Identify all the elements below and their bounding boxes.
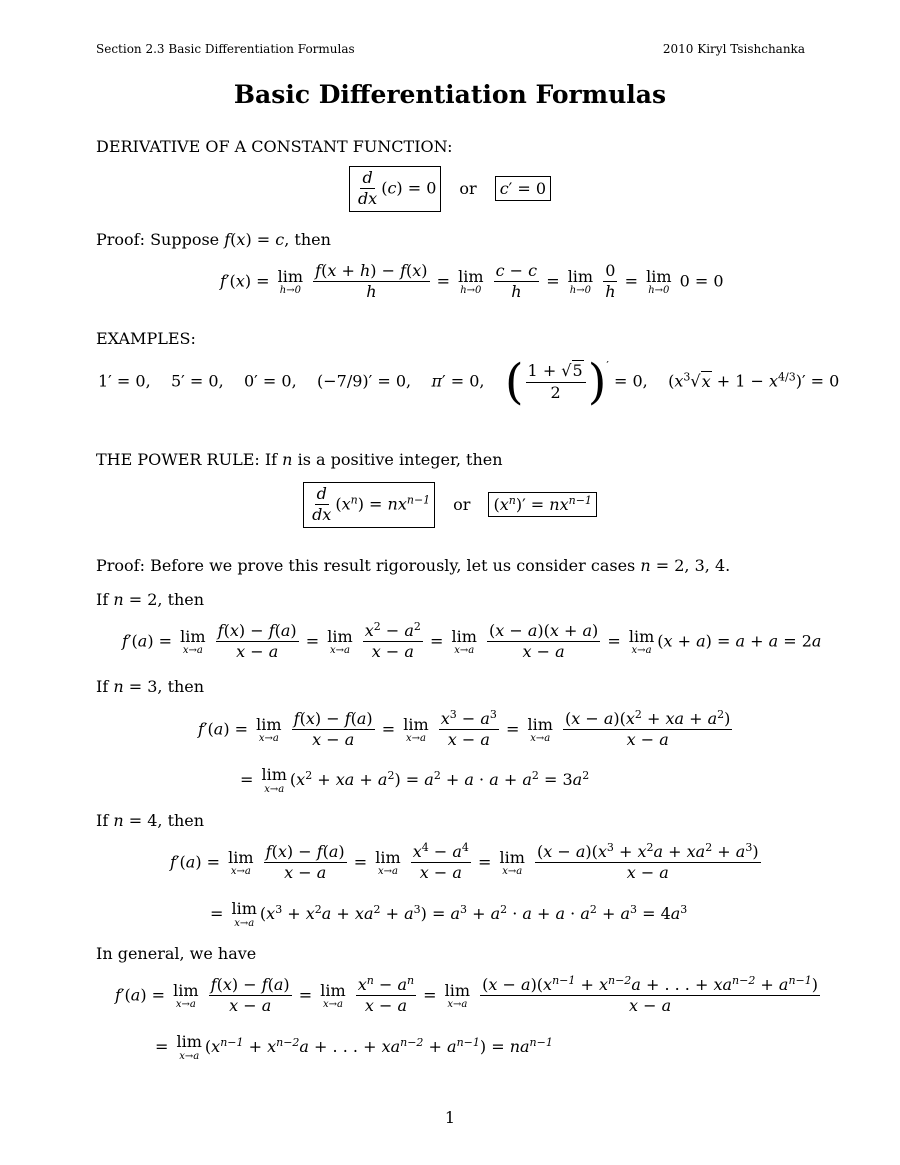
general-label: In general, we have — [96, 944, 257, 963]
constant-proof-intro: Proof: Suppose f(x) = c, then — [96, 230, 331, 249]
case-n4-equation-line1: f′(a) = lim x→a $\frac{f(x) - f(a)}{x - a}$ = lim x→a $\frac{x^4 - a^4}{x - a}$ = lim x→a $\frac{(x - a)(x^3 + x^2a + xa^2 + a^3)}{x - a}$ — [170, 840, 759, 883]
general-equation-line1: f′(a) = lim x→a $\frac{f(x) - f(a)}{x - a}$ = lim x→a $\frac{x^n - a^n}{x - a}$ = lim x→a $\frac{(x - a)(x^{n-1} + x^{n-2}a + . . . + xa^{n-2} + a^{n-1})}{x - a}$ — [115, 973, 819, 1016]
constant-proof-equation: f′(x) = lim h→0 $\frac{f(x + h) - f(x)}{h}$ = lim h→0 $\frac{c - c}{h}$ = lim h→0 $\frac{0}{h}$ = lim h→0 0 = 0 — [220, 261, 724, 302]
case-n2-equation: f′(a) = lim x→a $\frac{f(x) - f(a)}{x - a}$ = lim x→a $\frac{x^2 - a^2}{x - a}$ = lim x→a $\frac{(x - a)(x + a)}{x - a}$ = lim x→a (x + a) = a + a = 2a — [122, 619, 822, 662]
constant-rule-leibniz: $\frac{d}{dx}$ (c) = 0 — [349, 166, 441, 212]
case-n4-equation-line2: = lim x→a $(x^3 + x^2a + xa^2 + a^3) = a^3 + a^2 \cdot a + a \cdot a^2 + a^3 = 4a^3$ — [210, 899, 688, 929]
running-header-right: 2010 Kiryl Tsishchanka — [662, 42, 805, 56]
constant-rule-boxes — [0, 166, 900, 212]
or-label-2: or — [453, 495, 471, 515]
case-n3-label: If n = 3, then — [96, 677, 205, 696]
examples-heading: EXAMPLES: — [96, 329, 196, 348]
case-n3-equation-line1: f′(a) = lim x→a $\frac{f(x) - f(a)}{x - a}$ = lim x→a $\frac{x^3 - a^3}{x - a}$ = lim x→a $\frac{(x - a)(x^2 + xa + a^2)}{x - a}$ — [198, 707, 731, 750]
examples-line: 1′ = 0, 5′ = 0, 0′ = 0, (−7/9)′ = 0, π′ = 0, ( $\frac{1 + √5}{2}$ )′ = 0, $(x^3√x + 1 - x^{4/3})' = 0$ — [98, 354, 840, 410]
power-rule-boxes — [0, 482, 900, 528]
page-number: 1 — [444, 1108, 456, 1127]
case-n2-label: If n = 2, then — [96, 590, 205, 609]
constant-rule-prime: c′ = 0 — [495, 176, 551, 201]
general-equation-line2: = lim x→a ($x^{n-1} + x^{n-2}a$ + . . . + $xa^{n-2} + a^{n-1}) = na^{n-1}$ — [155, 1032, 553, 1062]
running-header-left: Section 2.3 Basic Differentiation Formulas — [96, 42, 355, 56]
power-rule-prime: $(x^n)' = nx^{n-1}$ — [488, 492, 596, 517]
power-proof-intro: Proof: Before we prove this result rigorously, let us consider cases n = 2, 3, 4. — [96, 556, 731, 575]
page-title: Basic Differentiation Formulas — [233, 80, 667, 109]
power-rule-heading: THE POWER RULE: If n is a positive integer, then — [96, 450, 503, 469]
or-label-1: or — [459, 179, 477, 199]
constant-heading: DERIVATIVE OF A CONSTANT FUNCTION: — [96, 137, 453, 156]
case-n4-label: If n = 4, then — [96, 811, 205, 830]
case-n3-equation-line2: = lim x→a ($x^2$ + xa + $a^2) = a^2 + a \cdot a + a^2 = 3a^2$ — [240, 765, 590, 795]
power-rule-leibniz: $\frac{d}{dx}$ $(x^n) = nx^{n-1}$ — [303, 482, 435, 528]
